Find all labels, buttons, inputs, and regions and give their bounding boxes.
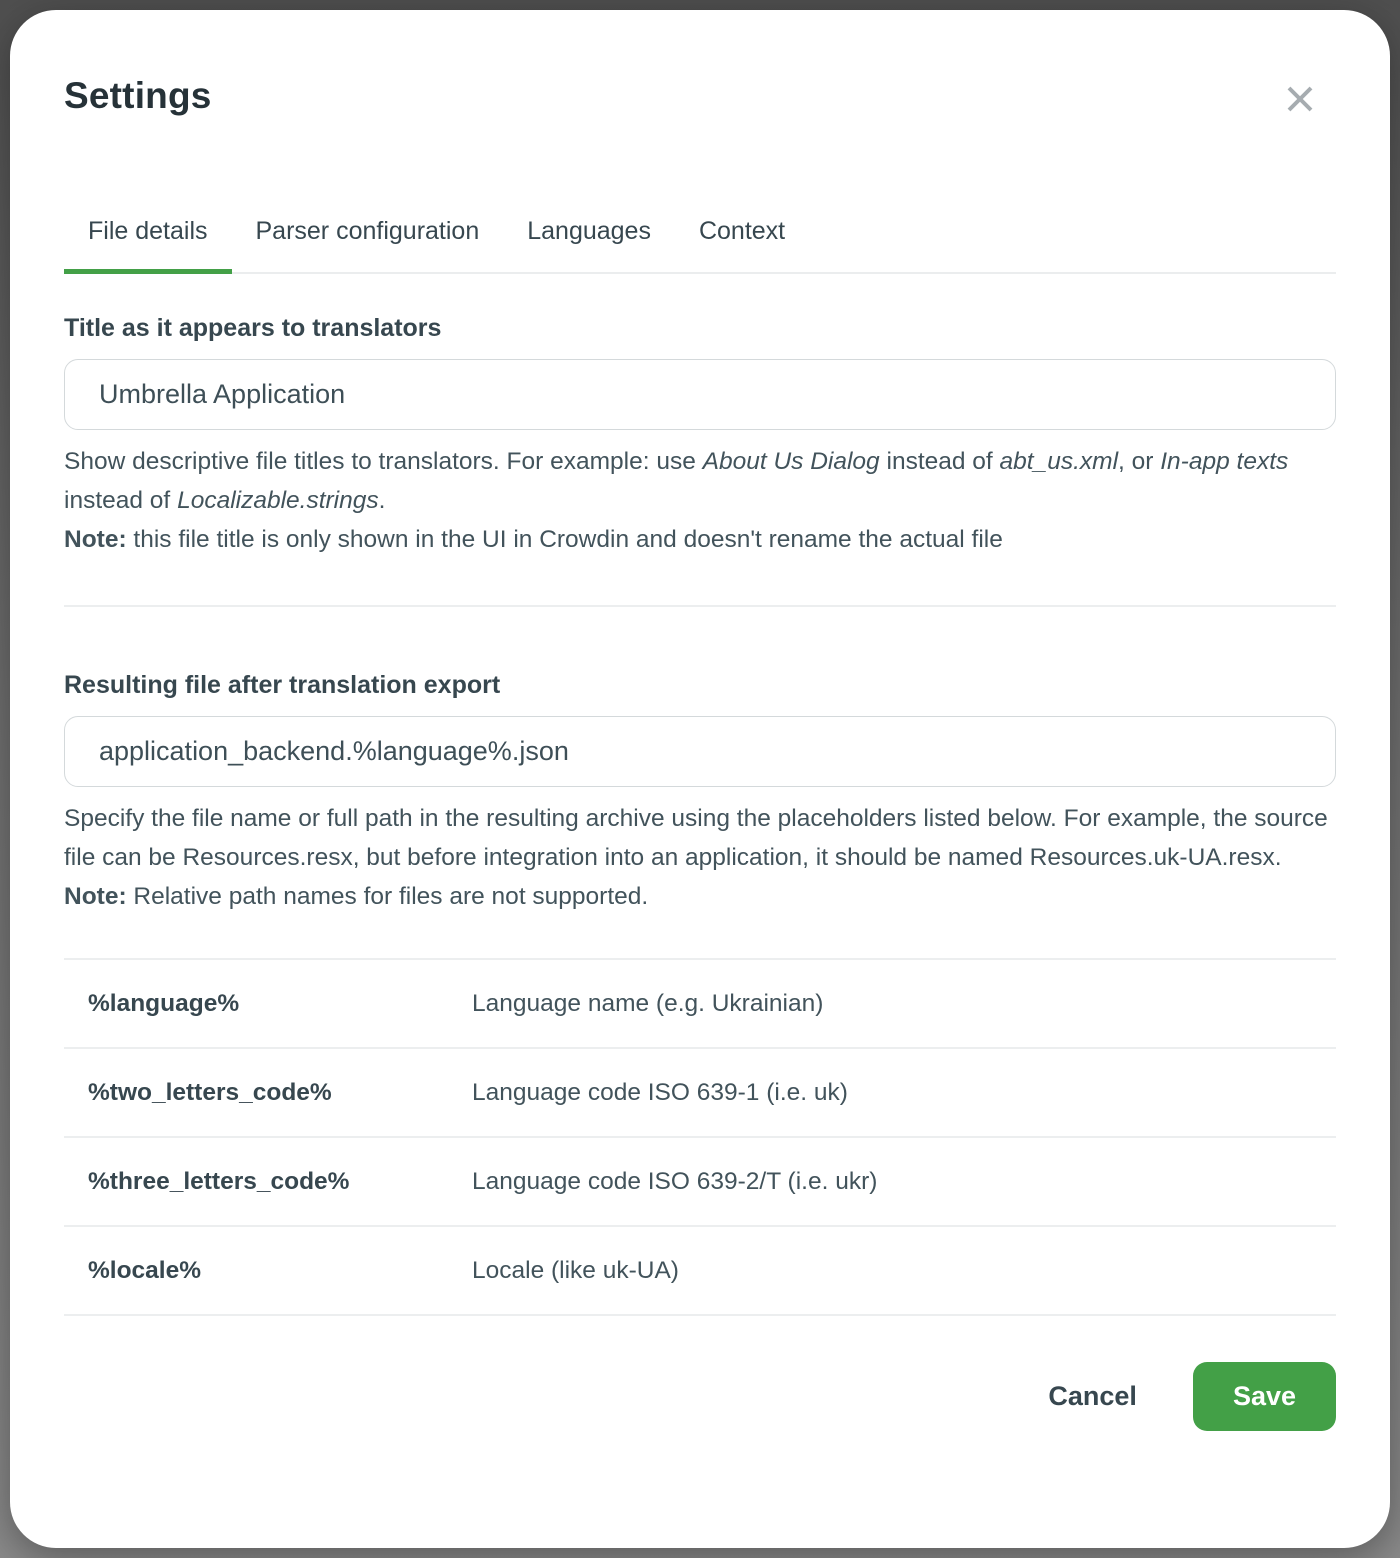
dialog-footer: [64, 1362, 1336, 1431]
dialog-header: [64, 75, 1336, 121]
placeholder-code: %three_letters_code%: [88, 1167, 350, 1195]
export-file-heading: Resulting file after translation export: [64, 671, 501, 699]
table-row: [64, 960, 1336, 1049]
dialog-title: Settings: [64, 75, 212, 116]
close-icon: [1284, 103, 1316, 118]
settings-tabs: [64, 203, 1336, 274]
save-button[interactable]: Save: [1193, 1362, 1336, 1431]
tab-file-details[interactable]: File details: [64, 203, 232, 272]
file-title-section: [64, 314, 1336, 559]
placeholder-description: Language name (e.g. Ukrainian): [472, 989, 824, 1017]
tab-languages[interactable]: Languages: [503, 203, 675, 272]
cancel-button[interactable]: Cancel: [1030, 1371, 1155, 1422]
close-button[interactable]: [1278, 77, 1322, 121]
placeholder-description: Language code ISO 639-2/T (i.e. ukr): [472, 1167, 878, 1195]
export-file-input[interactable]: [64, 716, 1336, 787]
section-divider: [64, 605, 1336, 607]
export-file-section: [64, 671, 1336, 916]
file-title-help: Show descriptive file titles to translators. For example: use About Us Dialog instead of abt_us.xml, or In-app texts instead of Localizable.strings. Note: this file title is only shown in the UI in Crowdin and doesn't rename the actual file: [64, 448, 1289, 553]
placeholder-description: Locale (like uk-UA): [472, 1256, 679, 1284]
file-title-heading: Title as it appears to translators: [64, 314, 442, 342]
file-title-input[interactable]: [64, 359, 1336, 430]
table-row: [64, 1138, 1336, 1227]
tab-parser-configuration[interactable]: Parser configuration: [232, 203, 504, 272]
placeholder-code: %language%: [88, 989, 240, 1017]
settings-dialog: [10, 10, 1390, 1548]
placeholder-code: %two_letters_code%: [88, 1078, 332, 1106]
placeholder-code: %locale%: [88, 1256, 202, 1284]
placeholders-table: [64, 958, 1336, 1316]
table-row: [64, 1227, 1336, 1316]
table-row: [64, 1049, 1336, 1138]
export-file-help: Specify the file name or full path in the resulting archive using the placeholders listed below. For example, the source file can be Resources.resx, but before integration into an application, it should be named Resources.uk-UA.resx. Note: Relative path names for files are not supported.: [64, 805, 1328, 910]
placeholder-description: Language code ISO 639-1 (i.e. uk): [472, 1078, 848, 1106]
tab-context[interactable]: Context: [675, 203, 809, 272]
